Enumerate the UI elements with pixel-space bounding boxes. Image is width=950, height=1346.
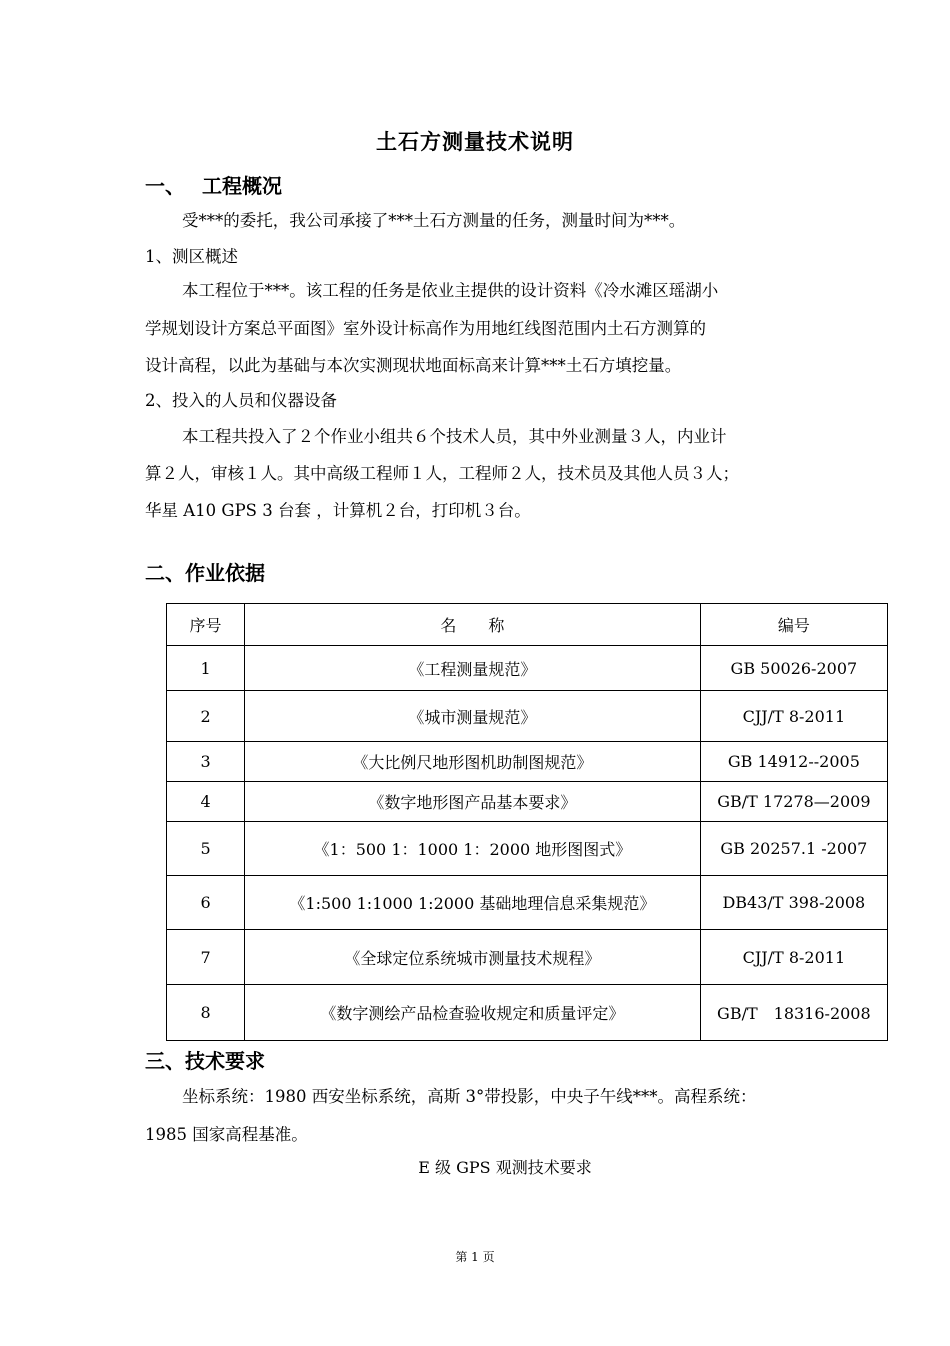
row-index: 6: [167, 876, 245, 930]
row-name: 《大比例尺地形图机助制图规范》: [245, 742, 701, 782]
row-code: GB 50026-2007: [700, 646, 887, 691]
subsection1-line: 学规划设计方案总平面图》室外设计标高作为用地红线图范围内土石方测算的: [145, 319, 706, 338]
header-name: 名 称: [245, 604, 701, 646]
table-row: [167, 691, 888, 742]
document-title: 土石方测量技术说明: [376, 130, 574, 154]
subsection1-line: 本工程位于***。该工程的任务是依业主提供的设计资料《冷水滩区瑶湖小: [182, 281, 719, 300]
row-name: 《全球定位系统城市测量技术规程》: [245, 930, 701, 985]
subsection2-line: 本工程共投入了２个作业小组共６个技术人员，其中外业测量３人，内业计: [182, 427, 727, 446]
table-row: [167, 985, 888, 1041]
row-code: GB/T 18316-2008: [700, 985, 887, 1041]
row-index: 8: [167, 985, 245, 1041]
table-header-row: [167, 604, 888, 646]
section3-line: 1985 国家高程基准。: [145, 1125, 308, 1144]
row-code: GB 14912--2005: [700, 742, 887, 782]
row-index: 4: [167, 782, 245, 822]
row-code: CJJ/T 8-2011: [700, 691, 887, 742]
row-name: 《1:500 1:1000 1:2000 基础地理信息采集规范》: [245, 876, 701, 930]
row-code: CJJ/T 8-2011: [700, 930, 887, 985]
row-name: 《数字测绘产品检查验收规定和质量评定》: [245, 985, 701, 1041]
row-index: 1: [167, 646, 245, 691]
section1-intro: 受***的委托，我公司承接了***土石方测量的任务，测量时间为***。: [182, 211, 686, 230]
row-code: GB 20257.1 -2007: [700, 822, 887, 876]
row-code: GB/T 17278—2009: [700, 782, 887, 822]
row-index: 2: [167, 691, 245, 742]
subsection1-line: 设计高程，以此为基础与本次实测现状地面标高来计算***土石方填挖量。: [145, 356, 682, 375]
row-index: 5: [167, 822, 245, 876]
subsection2-heading: 2、投入的人员和仪器设备: [145, 391, 337, 410]
subsection1-heading: 1、测区概述: [145, 247, 238, 266]
row-name: 《工程测量规范》: [245, 646, 701, 691]
table-row: [167, 822, 888, 876]
table-row: [167, 782, 888, 822]
table-row: [167, 742, 888, 782]
subsection2-line: 华星 A10 GPS 3 台套 ，计算机２台，打印机３台。: [145, 501, 531, 520]
section3-heading: 三、技术要求: [145, 1049, 265, 1073]
row-index: 3: [167, 742, 245, 782]
header-index: 序号: [167, 604, 245, 646]
header-code: 编号: [700, 604, 887, 646]
row-name: 《数字地形图产品基本要求》: [245, 782, 701, 822]
subsection2-line: 算２人，审核１人。其中高级工程师１人，工程师２人，技术员及其他人员３人；: [145, 464, 739, 483]
section2-heading: 二、作业依据: [145, 561, 265, 585]
table-row: [167, 930, 888, 985]
gps-requirements-caption: E 级 GPS 观测技术要求: [418, 1158, 592, 1177]
table-row: [167, 876, 888, 930]
page-number: 第 1 页: [455, 1250, 495, 1264]
standards-table: [166, 603, 888, 1041]
table-row: [167, 646, 888, 691]
section1-heading: 工程概况: [202, 174, 282, 198]
row-name: 《城市测量规范》: [245, 691, 701, 742]
row-index: 7: [167, 930, 245, 985]
row-code: DB43/T 398-2008: [700, 876, 887, 930]
section1-number: 一、: [145, 174, 185, 198]
section3-line: 坐标系统：1980 西安坐标系统，高斯 3°带投影，中央子午线***。高程系统：: [182, 1087, 757, 1106]
row-name: 《1：500 1：1000 1：2000 地形图图式》: [245, 822, 701, 876]
